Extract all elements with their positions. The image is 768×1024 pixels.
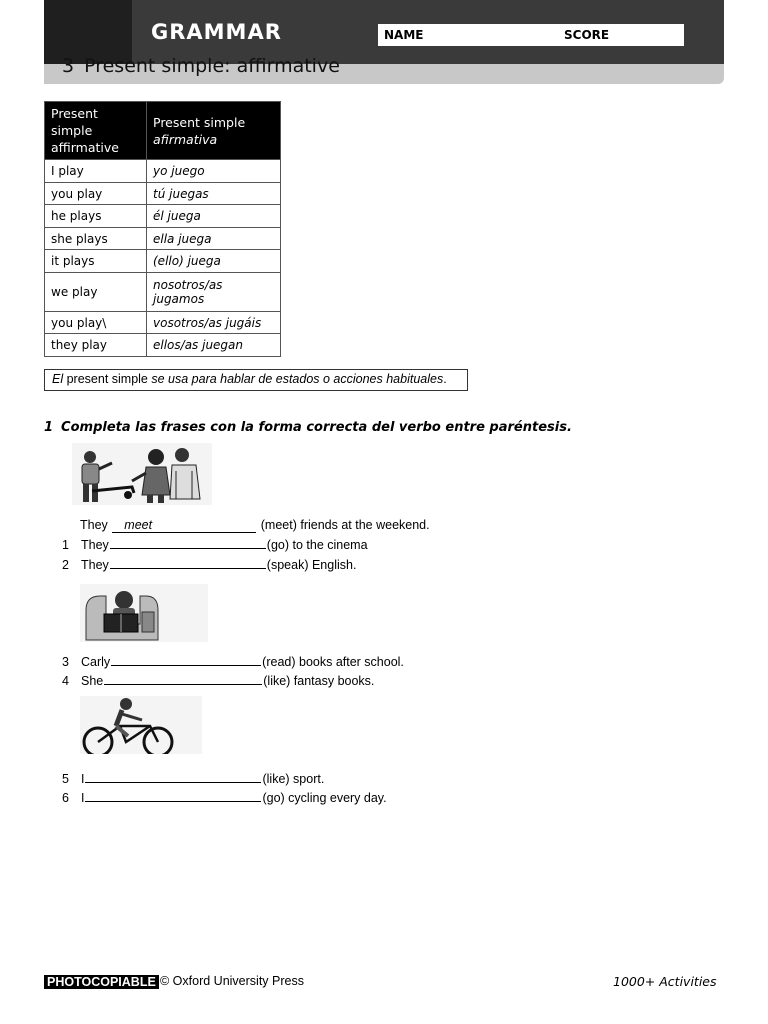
- photocopiable-badge: PHOTOCOPIABLE: [44, 975, 159, 989]
- exercise-item: [62, 771, 324, 786]
- sentence-rest: (go) to the cinema: [266, 538, 368, 552]
- table-cell-es: ellos/as juegan: [147, 334, 281, 357]
- item-number: 6: [62, 791, 69, 805]
- copyright-text: © Oxford University Press: [160, 974, 304, 988]
- section-number: 3: [62, 55, 75, 77]
- answer-blank[interactable]: [85, 790, 261, 802]
- page-header-title: GRAMMAR: [151, 20, 282, 44]
- exercise-item: [62, 557, 356, 572]
- exercise-item: [62, 673, 374, 688]
- table-header-es: Present simple afirmativa: [147, 102, 281, 160]
- exercise-instruction: Completa las frases con la forma correcta del verbo entre paréntesis.: [61, 420, 572, 435]
- answer-blank[interactable]: [110, 537, 266, 549]
- sentence-rest: (read) books after school.: [262, 655, 404, 669]
- note-text-es: se usa para hablar de estados o acciones habituales: [151, 372, 444, 386]
- note-text-term: present simple: [63, 372, 152, 386]
- sentence-subject: They: [80, 518, 108, 532]
- exercise-number: 1: [44, 420, 54, 435]
- table-header-row: [45, 102, 281, 160]
- sentence-subject: She: [81, 674, 104, 688]
- example-answer: meet: [112, 519, 256, 533]
- table-cell-en: I play: [45, 160, 147, 183]
- sentence-subject: Carly: [81, 655, 111, 669]
- cyclist-illustration: [80, 696, 202, 754]
- table-cell-en: you play: [45, 183, 147, 205]
- table-cell-en: she plays: [45, 228, 147, 250]
- grammar-note-box: [44, 369, 468, 391]
- table-row: [45, 160, 281, 183]
- sentence-rest: (speak) English.: [266, 558, 357, 572]
- answer-blank[interactable]: [85, 771, 261, 783]
- table-cell-es: vosotros/as jugáis: [147, 312, 281, 334]
- table-row: [45, 205, 281, 228]
- item-number: 2: [62, 558, 69, 572]
- sentence-subject: They: [81, 538, 109, 552]
- sentence-subject: I: [81, 791, 85, 805]
- table-cell-es: él juega: [147, 205, 281, 228]
- sentence-subject: I: [81, 772, 85, 786]
- table-cell-es: tú juegas: [147, 183, 281, 205]
- table-cell-en: we play: [45, 273, 147, 312]
- answer-blank[interactable]: [111, 654, 261, 666]
- people-talking-illustration: [72, 443, 212, 505]
- exercise-title: [44, 420, 572, 435]
- exercise-item: [62, 654, 404, 669]
- sentence-rest: (go) cycling every day.: [262, 791, 387, 805]
- answer-blank[interactable]: [104, 673, 262, 685]
- table-row: [45, 312, 281, 334]
- item-number: 4: [62, 674, 69, 688]
- note-text-es: El: [52, 372, 64, 386]
- score-label: SCORE: [564, 28, 610, 42]
- example-sentence: [80, 518, 430, 533]
- table-row: [45, 228, 281, 250]
- item-number: 3: [62, 655, 69, 669]
- table-row: [45, 250, 281, 273]
- section-title-text: Present simple: affirmative: [84, 55, 340, 77]
- table-cell-es: nosotros/as jugamos: [147, 273, 281, 312]
- table-cell-es: (ello) juega: [147, 250, 281, 273]
- sentence-rest: (like) fantasy books.: [263, 674, 375, 688]
- table-cell-en: it plays: [45, 250, 147, 273]
- note-text-period: .: [443, 372, 447, 386]
- exercise-item: [62, 790, 387, 805]
- sentence-rest: (meet) friends at the weekend.: [260, 518, 430, 532]
- table-cell-en: he plays: [45, 205, 147, 228]
- girl-reading-illustration: [80, 584, 208, 642]
- item-number: 1: [62, 538, 69, 552]
- sentence-subject: They: [81, 558, 109, 572]
- grammar-table: [44, 101, 281, 357]
- table-cell-es: ella juega: [147, 228, 281, 250]
- table-row: [45, 273, 281, 312]
- sentence-rest: (like) sport.: [262, 772, 325, 786]
- exercise-item: [62, 537, 368, 552]
- name-score-box: [378, 24, 684, 46]
- section-title: [62, 55, 340, 77]
- item-number: 5: [62, 772, 69, 786]
- answer-blank[interactable]: [110, 557, 266, 569]
- table-cell-en: you play\: [45, 312, 147, 334]
- table-row: [45, 334, 281, 357]
- table-row: [45, 183, 281, 205]
- footer-series-title: 1000+ Activities: [613, 974, 717, 989]
- table-header-en: Present simple affirmative: [45, 102, 147, 160]
- table-cell-en: they play: [45, 334, 147, 357]
- name-label: NAME: [384, 28, 424, 42]
- table-cell-es: yo juego: [147, 160, 281, 183]
